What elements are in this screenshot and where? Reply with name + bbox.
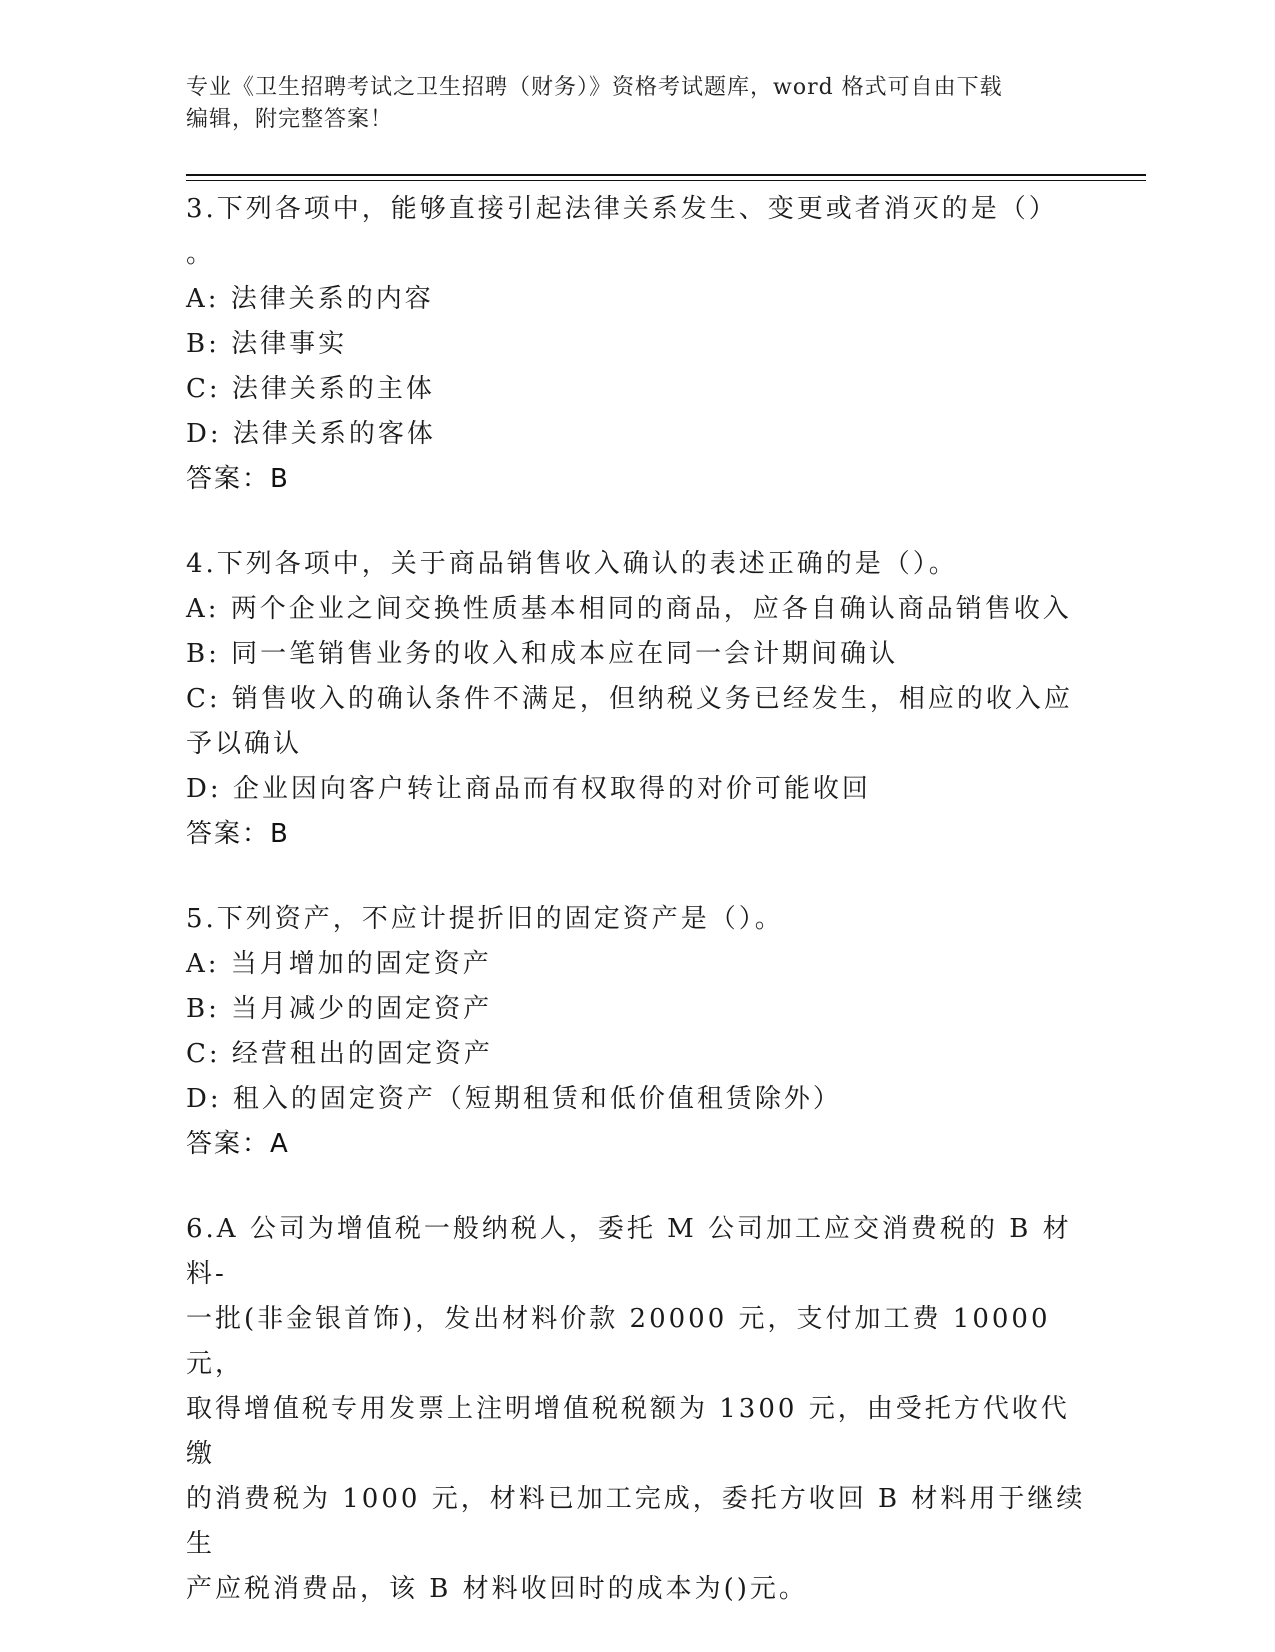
option-c-continued: 予以确认: [186, 729, 303, 759]
option-b: B: 同一笔销售业务的收入和成本应在同一会计期间确认: [186, 639, 899, 669]
header-divider-thin: [186, 180, 1146, 181]
question-stem-line: 4.下列各项中，关于商品销售收入确认的表述正确的是（）。: [186, 549, 958, 579]
option-a: A: 法律关系的内容: [186, 284, 434, 314]
option-b: B: 当月减少的固定资产: [186, 994, 493, 1024]
option-d: D: 法律关系的客体: [186, 419, 436, 449]
question-6: [186, 1207, 1086, 1612]
question-stem-line: 的消费税为 1000 元，材料已加工完成，委托方收回 B 材料用于继续生: [186, 1484, 1086, 1559]
answer-label: 答案：B: [186, 464, 290, 494]
question-stem-line: 3.下列各项中，能够直接引起法律关系发生、变更或者消灭的是（）: [186, 194, 1058, 224]
header-line-2: 编辑，附完整答案！: [186, 107, 394, 132]
question-stem-line: 5.下列资产，不应计提折旧的固定资产是（）。: [186, 904, 784, 934]
document-header: [186, 72, 1066, 136]
option-d: D: 租入的固定资产（短期租赁和低价值租赁除外）: [186, 1084, 842, 1114]
header-line-1: 专业《卫生招聘考试之卫生招聘（财务）》资格考试题库，word 格式可自由下载: [186, 75, 1003, 100]
option-a: A: 两个企业之间交换性质基本相同的商品，应各自确认商品销售收入: [186, 594, 1072, 624]
option-d: D: 企业因向客户转让商品而有权取得的对价可能收回: [186, 774, 871, 804]
answer-label: 答案：A: [186, 1129, 290, 1159]
question-stem-line: 6.A 公司为增值税一般纳税人，委托 M 公司加工应交消费税的 B 材料-: [186, 1214, 1072, 1289]
answer-label: 答案：B: [186, 819, 290, 849]
question-list: [186, 187, 1086, 1652]
question-stem-line: 一批(非金银首饰)，发出材料价款 20000 元，支付加工费 10000 元，: [186, 1304, 1062, 1379]
question-5: [186, 897, 1086, 1167]
option-c: C: 法律关系的主体: [186, 374, 435, 404]
option-c: C: 经营租出的固定资产: [186, 1039, 493, 1069]
option-c: C: 销售收入的确认条件不满足，但纳税义务已经发生，相应的收入应: [186, 684, 1073, 714]
option-b: B: 法律事实: [186, 329, 348, 359]
question-4: [186, 542, 1086, 857]
question-3: [186, 187, 1086, 502]
question-stem-line: 取得增值税专用发票上注明增值税税额为 1300 元，由受托方代收代缴: [186, 1394, 1070, 1469]
question-stem-line: 。: [186, 239, 216, 269]
header-divider-thick: [186, 174, 1146, 176]
question-stem-line: 产应税消费品，该 B 材料收回时的成本为()元。: [186, 1574, 808, 1604]
option-a: A: 当月增加的固定资产: [186, 949, 492, 979]
